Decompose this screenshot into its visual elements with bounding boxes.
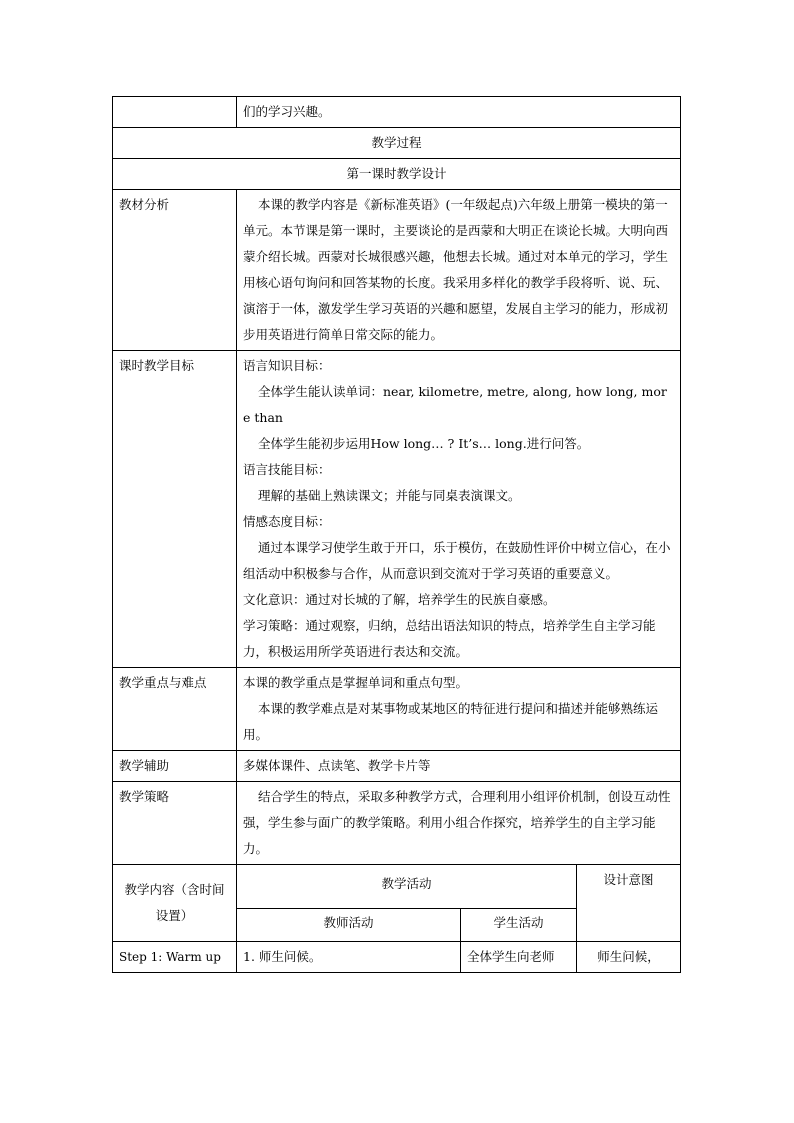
goals-label: 课时教学目标: [113, 351, 237, 668]
strategy-text: 结合学生的特点，采取多种教学方式，合理利用小组评价机制，创设互动性强，学生参与面广的教学策略。利用小组合作探究，培养学生的自主学习能力。: [243, 789, 671, 856]
step1-row: [113, 942, 681, 973]
goal-line: 语言知识目标：: [243, 358, 331, 373]
goal-line: 文化意识：通过对长城的了解，培养学生的民族自豪感。: [243, 592, 556, 607]
analysis-label: 教材分析: [113, 190, 237, 351]
goal-line: 理解的基础上熟读课文；并能与同桌表演课文。: [258, 488, 521, 503]
content-header: 教学内容（含时间设置）: [113, 865, 237, 942]
difficulty-line: 本课的教学难点是对某事物或某地区的特征进行提问和描述并能够熟练运用。: [243, 701, 659, 742]
analysis-text: 本课的教学内容是《新标准英语》(一年级起点)六年级上册第一模块的第一单元。本节课是第一课时，主要谈论的是西蒙和大明正在谈论长城。大明向西蒙介绍长城。西蒙对长城很感兴趣，他想去长城。通过对本单元的学习，学生用核心语句询问和回答某物的长度。我采用多样化的教学手段将听、说、玩、演溶于一体，激发学生学习英语的兴趣和愿望，发展自主学习的能力，形成初步用英语进行简单日常交际的能力。: [243, 197, 669, 342]
intent-header: 设计意图: [577, 865, 681, 942]
lesson-design-heading: 第一课时教学设计: [113, 159, 681, 190]
design-row: [113, 159, 681, 190]
key-points-cell: [237, 668, 681, 751]
step1-intent: 师生问候，: [577, 942, 681, 973]
key-points-row: [113, 668, 681, 751]
analysis-row: [113, 190, 681, 351]
strategy-label: 教学策略: [113, 782, 237, 865]
aids-label: 教学辅助: [113, 751, 237, 782]
goal-line: 通过本课学习使学生敢于开口，乐于模仿，在鼓励性评价中树立信心，在小组活动中积极参与合作，从而意识到交流对于学习英语的重要意义。: [243, 540, 671, 581]
activity-header: 教学活动: [237, 865, 577, 909]
activity-header-row: [113, 865, 681, 909]
key-point-line: 本课的教学重点是掌握单词和重点句型。: [243, 675, 469, 690]
continuation-label-cell: [113, 97, 237, 128]
analysis-cell: [237, 190, 681, 351]
strategy-row: [113, 782, 681, 865]
step1-teacher: 1. 师生问候。: [237, 942, 461, 973]
lesson-plan-table: [112, 96, 681, 973]
continuation-text: 们的学习兴趣。: [237, 97, 681, 128]
student-activity-header: 学生活动: [461, 909, 577, 942]
strategy-cell: [237, 782, 681, 865]
goal-line: 全体学生能认读单词：near, kilometre, metre, along, how long, more than: [243, 384, 667, 425]
key-points-label: 教学重点与难点: [113, 668, 237, 751]
goal-line: 学习策略：通过观察，归纳，总结出语法知识的特点，培养学生自主学习能力，积极运用所学英语进行表达和交流。: [243, 618, 656, 659]
teacher-activity-header: 教师活动: [237, 909, 461, 942]
step1-student: 全体学生向老师: [461, 942, 577, 973]
goal-line: 情感态度目标：: [243, 514, 331, 529]
goals-row: [113, 351, 681, 668]
process-row: [113, 128, 681, 159]
continuation-row: [113, 97, 681, 128]
step1-label: Step 1: Warm up: [113, 942, 237, 973]
teaching-process-heading: 教学过程: [113, 128, 681, 159]
goals-cell: [237, 351, 681, 668]
aids-text: 多媒体课件、点读笔、教学卡片等: [237, 751, 681, 782]
goal-line: 全体学生能初步运用How long… ? It’s… long.进行问答。: [258, 436, 590, 451]
aids-row: [113, 751, 681, 782]
goal-line: 语言技能目标：: [243, 462, 331, 477]
